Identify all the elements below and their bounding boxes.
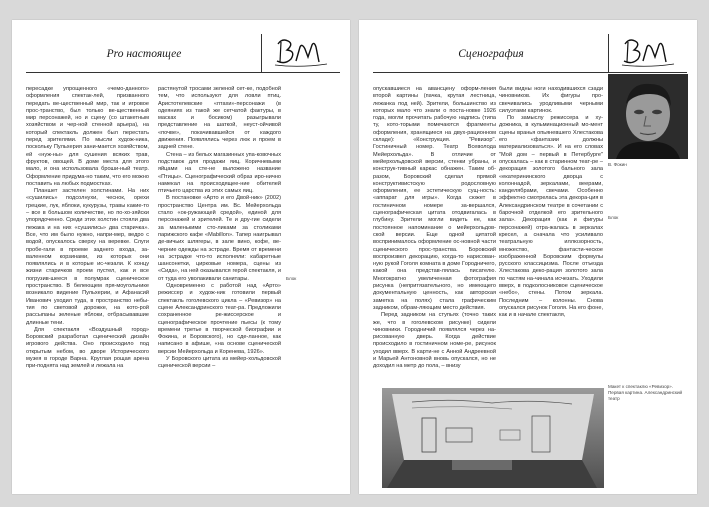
- header-rule: [26, 72, 340, 73]
- paragraph: Для спектакля «Воздушный город» Боровский разработал сценический дизайн игрового действа. Оно происходило под открытым небом, во дворе Исторического музея в городе Варна. Круглая рощая арена при-поднята над землей и лежала на: [26, 326, 149, 370]
- stage-model-photo: [382, 388, 604, 488]
- paragraph: Планшет застелен холстинами. На них «сушились» подсолнухи, чеснок, орехи грецкие, лук, яблоки, кукурузы, травы какие-то – все в большом количестве, но по-хо-зяйски упорядоченно. Среди этих холстин стояли два пежака и на них «сушились» два старичка». Все, что им было нужно, напри-мер, ведро с водой, опускалось сверху на веревке. Слуги пробе-гали в проеме заднего входа, за-валенном корзинами, из которых они появлялись и в которые ис-чезали. К концу жизни старичков проем пустел, как и все погрузив-шееся в полумрак сценическое пространство. В белеющем пря-моугольнике возникало видение Пульхерии, и Афанасий Иванович уходил туда, в пространство небы-тия по световой дорожке, на кото-рой рассыпаны зеленые яблоки, отбрасывавшие длинные тени.: [26, 188, 149, 326]
- paragraph: Стена – из белых магазинных упа-ковочных подставок для продажи яиц. Коричневыми яйцами на сте-не выложено название «Птицы». Сценографический образ иро-нично намекал на происходящее-ние обителей птичьего царства из этих самых яиц.: [158, 151, 281, 195]
- paragraph: были видны ноги находившихся сзади чиновников. Их фигуры про-свечивались уродливыми черными силуэтами картинок.: [499, 86, 603, 114]
- text-column-1: [26, 86, 149, 466]
- paragraph: Одновременно с работой над «Арто» режиссер и худож-ник готовили первый спектакль гоголевского цикла – «Ревизор» на сцене Александринского теат-ра. Предложили сохраненное ре-жиссерское и сценографическое прочтение пьесы (к тому времени третье в творческой биографии и Фокина, и Боровского), но сде-ланное, как написано в афише, «на основе сценической версии Мейерхольда и Коренева, 1926».: [158, 283, 281, 355]
- margin-note: Блок: [608, 215, 619, 220]
- paragraph: опускавшиеся на авансцену оформ-ления второй картины (пачка, крутая лестница, лежанка под ней). Зрители, большинство из которых мало что знали о поста-новке 1926 года, могли прочитать рабочую надпись (типа ту, кото-торыми помечаются фрагменты оформления, хранящиеся на двух-рационном складе): «Конструкция. "Ревизор". Гостиничный номер. Театр Всеволода Мейерхольда». В отличие от мейерхольдовской версии, стенки убраны, и конструк-тивный каркас обнажен. Таким об-разом, Боровский сделал прямой конструктивистскую родословную оформления, ее эстетическую сущ-ность: «аппарат для игры». Когда сюжет в гостиничном номере за-вершался, сценографическая цитата отодвигалась в глубину. Зрители могли видеть ее, как постоянное напоминание о мейерхольдов-ской версии. Еще одной цитатой воспринималось оформление ос-новной части сценического прос-транства. Боровский воспроизвел декорацию, когда-то нарисован-ную рукой Гоголя комната в доме Городничего, какой она представ-лялась писателю. Многократно увеличенная фотография рисунка (непритязательного, но имеющего документальную ценность, как авторская заметка на полях) стала графическим задником, обрам-ляющим место действия.: [373, 86, 496, 311]
- portrait-photo: [608, 74, 688, 159]
- paragraph: У Боровского цитата из мейер-хольдовской сценической версии –: [158, 355, 281, 370]
- paragraph: В постановке «Арто и его Двой-ник» (2002) пространство Центра им. Вс. Мейерхольда стало «ок-ружающей средой», единой для персонажей и зрителей. Те и дру-гие сидели за маленькими сто-ликами за столиками парижского кафе «Mabillon». Тапер наигрывал де-вичьих шлягеры, в зале вино, кофе, ве-черние одежды на эстраде. Время от времени на эстрадке что-то исполняли: кабаретные шансонетки, цирковые номера, сцены из «Сида», на ней оказывался герой спектакля, и от туда его уволакивали санитары.: [158, 195, 281, 282]
- logo-icon: [272, 35, 330, 69]
- left-page-title: Pro настоящее: [106, 48, 182, 60]
- scene-caption: Макет к спектаклю «Ревизор». Первая картина. Александринский театр: [608, 384, 683, 401]
- portrait-image: [608, 74, 688, 159]
- paragraph: пересадке упрощенного «чемо-данного» оформления спектак-лей, призванного передать ве-щественный мир, так и игровое прос-транство, был только ве-щественный мир персонажей, но и сцену (со штакетным хозяйством и чер-ной стенной арьера), на который спектакль должен был перестать перед зрителями. По мысли худож-ника, поскольку Пульхерия зани-мается хозяйством, ей «нуж-ны» для сушения всяких трав, фруктов, овощей. В доме места для этого мало, и она использовала броши-ный театр. Оформление придума-но таким, что его можно поставить на любых подмостках.: [26, 86, 149, 187]
- logo-icon: [619, 35, 677, 69]
- paragraph: Перед задником на ступьях (точно таких же, что в гоголевском рисунке) сидели чиновники. Городничий появлялся через на-рисованную дверь. Когда действие происходило в гостиничном номе-ре, рисунок уходил вверх. В карти-не с Анной Андреевной и Марьей Антоновной вновь опускался, но не доходил на метр до пола, – внизу: [373, 312, 496, 370]
- left-page: [12, 20, 350, 494]
- left-page-header: [26, 34, 340, 76]
- margin-note: Блок: [286, 276, 297, 281]
- text-column-2: [158, 86, 281, 466]
- header-rule: [373, 72, 687, 73]
- header-divider: [608, 34, 609, 72]
- photo-caption: В. Фокин: [608, 162, 627, 167]
- right-page-header: [373, 34, 687, 76]
- header-divider: [261, 34, 262, 72]
- right-page-title: Сценография: [458, 48, 524, 60]
- paragraph: растянутой тросами зеленой сет-ке, подобной тем, что используют для ловли птиц. Аристотелевские «птахи»-персонажи (в одеяниях из такой же сетчатой фактуры, в масках и босиком) разыгрывали представление на шаткой, неуст-ойчивой «почве», покачивавшейся от каждого движения. Появлялись через люк и проем в задней стене.: [158, 86, 281, 151]
- stage-model-image: [382, 388, 604, 488]
- paragraph: По замыслу режиссера и ху-дожника, в кульминационный мо-мент сцены вранья опьяневшего Хлестакова его «фантазии должны материализоваться». И на его словах "Мой дом – первый в Петербурге" опускалась – как в старинном теат-ре – декорация золотого бального зала «екатерининского дворца с колоннадой, зеркалами, веерами, канделябрами, свечами. Особенно эффектно смотрелась эта декора-ция в Александринском театре в сочетании с барочной отделкой его зрительного зала». Декорация (как и фигуры персонажей) отра-жалась в зеркалах кресел, а сначала что усиливало театральную иллюзорность, множество, фантасти-ческое изображенной Боровским формулы русского классицизма. После отъезда Хлестакова деко-рация золотого зала по частям на-чинала исчезать. Уходили вверх, в подколосниковое сценическое «небо», стены. Потом зеркала. Последним – колонны. Снова опускался рисунок Гоголя. На его фоне, как и в начале спектакля,: [499, 115, 603, 319]
